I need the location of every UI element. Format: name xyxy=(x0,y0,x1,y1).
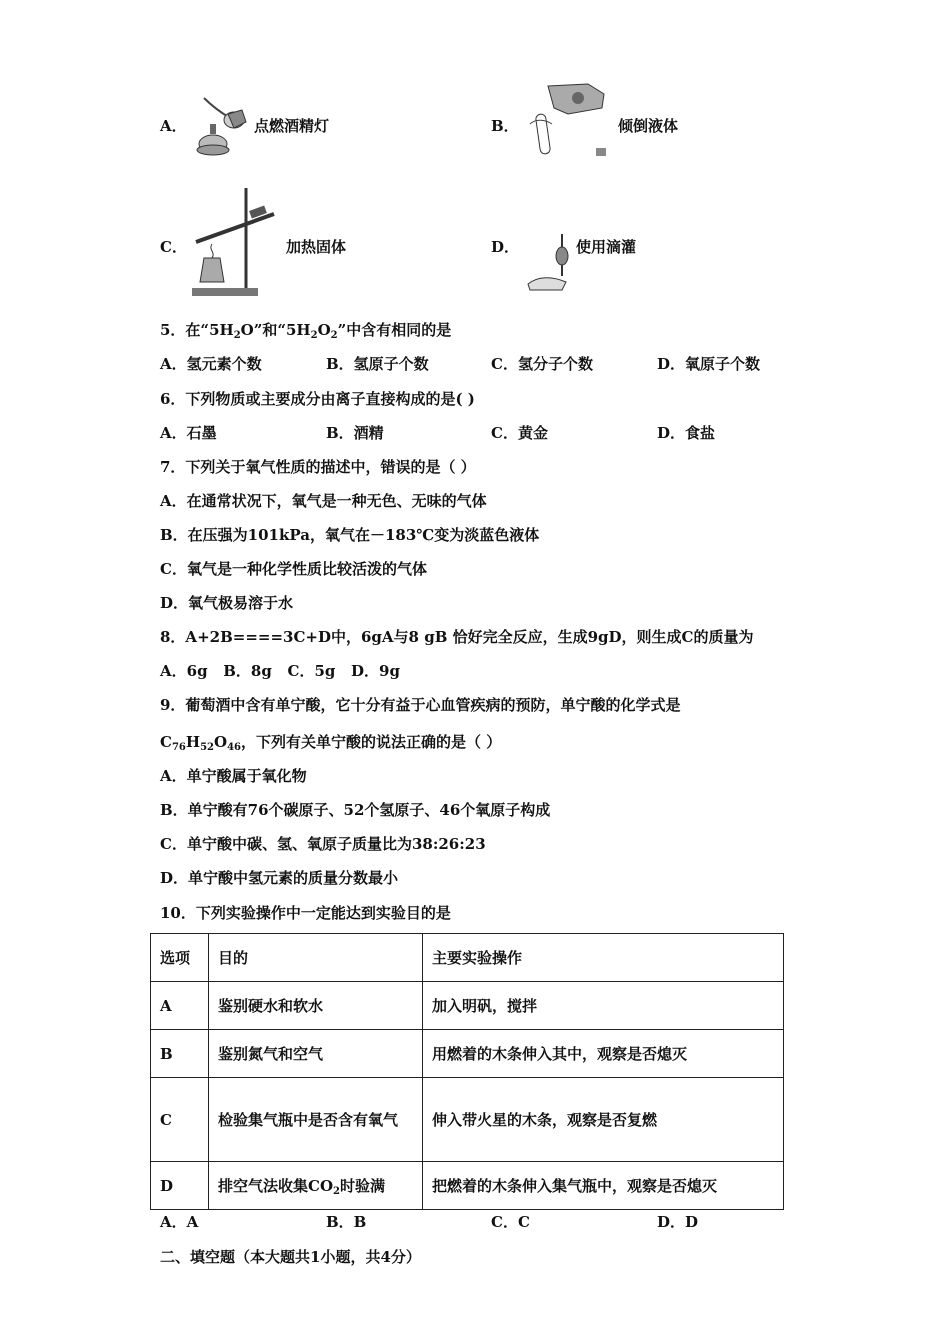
row-operation: 加入明矾，搅拌 xyxy=(423,982,784,1030)
row-operation: 用燃着的木条伸入其中，观察是否熄灭 xyxy=(423,1030,784,1078)
row-goal: 检验集气瓶中是否含有氧气 xyxy=(209,1078,423,1162)
q9-stem-line1: 9．葡萄酒中含有单宁酸，它十分有益于心血管疾病的预防，单宁酸的化学式是 xyxy=(160,696,681,714)
q10-stem: 10．下列实验操作中一定能达到实验目的是 xyxy=(160,904,451,922)
table-row xyxy=(151,1162,784,1210)
q4-option-a-letter: A． xyxy=(160,117,187,135)
q10-option-c: C．C xyxy=(491,1213,530,1231)
q10-option-d: D．D xyxy=(657,1213,699,1231)
header-operation: 主要实验操作 xyxy=(423,934,784,982)
q4-option-a-label: 点燃酒精灯 xyxy=(254,117,330,135)
q7-option-d: D．氧气极易溶于水 xyxy=(160,594,294,612)
q7-stem: 7．下列关于氧气性质的描述中，错误的是（ ） xyxy=(160,458,476,476)
table-row xyxy=(151,1030,784,1078)
alcohol-lamp-lighting-figure xyxy=(190,92,252,158)
section-heading: 二、填空题（本大题共1小题，共4分） xyxy=(160,1248,421,1266)
q5-option-b: B．氢原子个数 xyxy=(326,355,429,373)
q6-option-c: C．黄金 xyxy=(491,424,548,442)
q9-stem-line2: $C_{76}H_{52}O_{46}$，下列有关单宁酸的说法正确的是（ ） xyxy=(160,733,502,753)
q7-option-a: A．在通常状况下，氧气是一种无色、无味的气体 xyxy=(160,492,487,510)
q9-option-b: B．单宁酸有76个碳原子、52个氢原子、46个氧原子构成 xyxy=(160,801,551,819)
q5-option-d: D．氧原子个数 xyxy=(657,355,761,373)
q10-table xyxy=(150,933,784,1210)
table-row xyxy=(151,1078,784,1162)
row-operation: 把燃着的木条伸入集气瓶中，观察是否熄灭 xyxy=(423,1162,784,1210)
q8-stem: 8．A+2B====3C+D中，6gA与8 gB 恰好完全反应，生成9gD，则生成C的质量为 xyxy=(160,628,754,646)
row-option: C xyxy=(151,1078,209,1162)
q6-option-b: B．酒精 xyxy=(326,424,384,442)
q6-stem: 6．下列物质或主要成分由离子直接构成的是( ) xyxy=(160,390,475,408)
q4-option-d-label: 使用滴灌 xyxy=(576,238,637,256)
q9-option-d: D．单宁酸中氢元素的质量分数最小 xyxy=(160,869,399,887)
row-option: A xyxy=(151,982,209,1030)
row-operation: 伸入带火星的木条，观察是否复燃 xyxy=(423,1078,784,1162)
dropper-figure xyxy=(522,232,574,296)
row-option: D xyxy=(151,1162,209,1210)
table-row xyxy=(151,982,784,1030)
row-goal: 鉴别氮气和空气 xyxy=(209,1030,423,1078)
q5-stem: 5．在“$5H_2O$”和“$5H_2O_2$”中含有相同的是 xyxy=(160,321,452,341)
table-header-row xyxy=(151,934,784,982)
q6-option-d: D．食盐 xyxy=(657,424,716,442)
row-goal: 鉴别硬水和软水 xyxy=(209,982,423,1030)
heat-solid-figure xyxy=(190,184,280,300)
q4-option-d-letter: D． xyxy=(491,238,520,256)
row-goal: 排空气法收集$CO_2$时验满 xyxy=(209,1162,423,1210)
header-option: 选项 xyxy=(151,934,209,982)
q9-option-c: C．单宁酸中碳、氢、氧原子质量比为38:26:23 xyxy=(160,835,486,853)
q4-option-b-label: 倾倒液体 xyxy=(618,117,679,135)
row-option: B xyxy=(151,1030,209,1078)
q10-option-a: A．A xyxy=(160,1213,199,1231)
q8-options: A．6g B．8g C．5g D．9g xyxy=(160,662,400,680)
q9-option-a: A．单宁酸属于氧化物 xyxy=(160,767,307,785)
q4-option-c-letter: C． xyxy=(160,238,187,256)
q7-option-c: C．氧气是一种化学性质比较活泼的气体 xyxy=(160,560,427,578)
q5-option-c: C．氢分子个数 xyxy=(491,355,593,373)
q7-option-b: B．在压强为101kPa，氧气在－183℃变为淡蓝色液体 xyxy=(160,526,540,544)
header-goal: 目的 xyxy=(209,934,423,982)
q5-option-a: A．氢元素个数 xyxy=(160,355,262,373)
pour-liquid-figure xyxy=(518,80,614,162)
q4-option-b-letter: B． xyxy=(491,117,519,135)
q6-option-a: A．石墨 xyxy=(160,424,217,442)
q9-formula: $C_{76}H_{52}O_{46}$ xyxy=(160,733,241,753)
q10-option-b: B．B xyxy=(326,1213,367,1231)
q4-option-c-label: 加热固体 xyxy=(286,238,347,256)
